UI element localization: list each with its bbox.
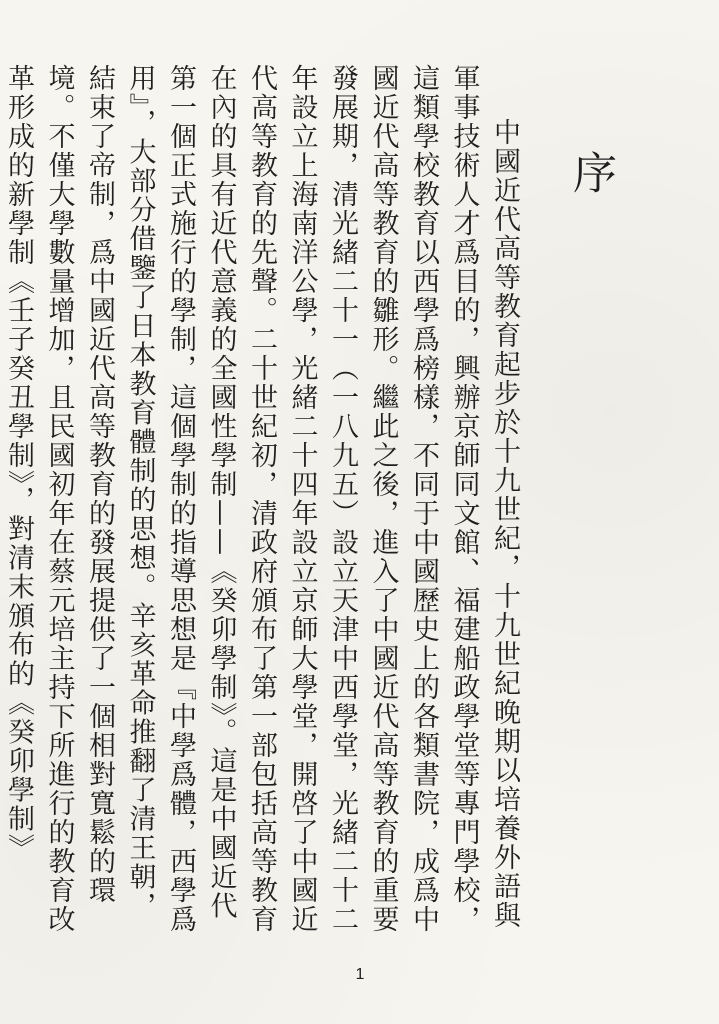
page-number: 1	[355, 966, 365, 983]
body-text	[3, 64, 524, 944]
paragraph: 中國近代高等教育起步於十九世紀，十九世紀晚期以培養外語與軍事技術人才爲目的，興辦京師同文館、福建船政學堂等專門學校，這類學校教育以西學爲榜樣，不同于中國歷史上的各類書院，成爲中國近代高等教育的雛形。繼此之後，進入了中國近代高等教育的重要發展期，清光緒二十一（一八九五）設立天津中西學堂，光緒二十二年設立上海南洋公學，光緒二十四年設立京師大學堂，開啓了中國近代高等教育的先聲。二十世紀初，清政府頒布了第一部包括高等教育在內的具有近代意義的全國性學制——《癸卯學制》。這是中國近代第一個正式施行的學制，這個學制的指導思想是『中學爲體，西學爲用』，大部分借鑒了日本教育體制的思想。辛亥革命推翻了清王朝，結束了帝制，爲中國近代高等教育的發展提供了一個相對寬鬆的環境。不僅大學數量增加，且民國初年在蔡元培主持下所進行的教育改革形成的新學制《壬子癸丑學制》，對清末頒布的《癸卯學制》	[3, 64, 520, 934]
document-title: 序	[565, 150, 616, 194]
